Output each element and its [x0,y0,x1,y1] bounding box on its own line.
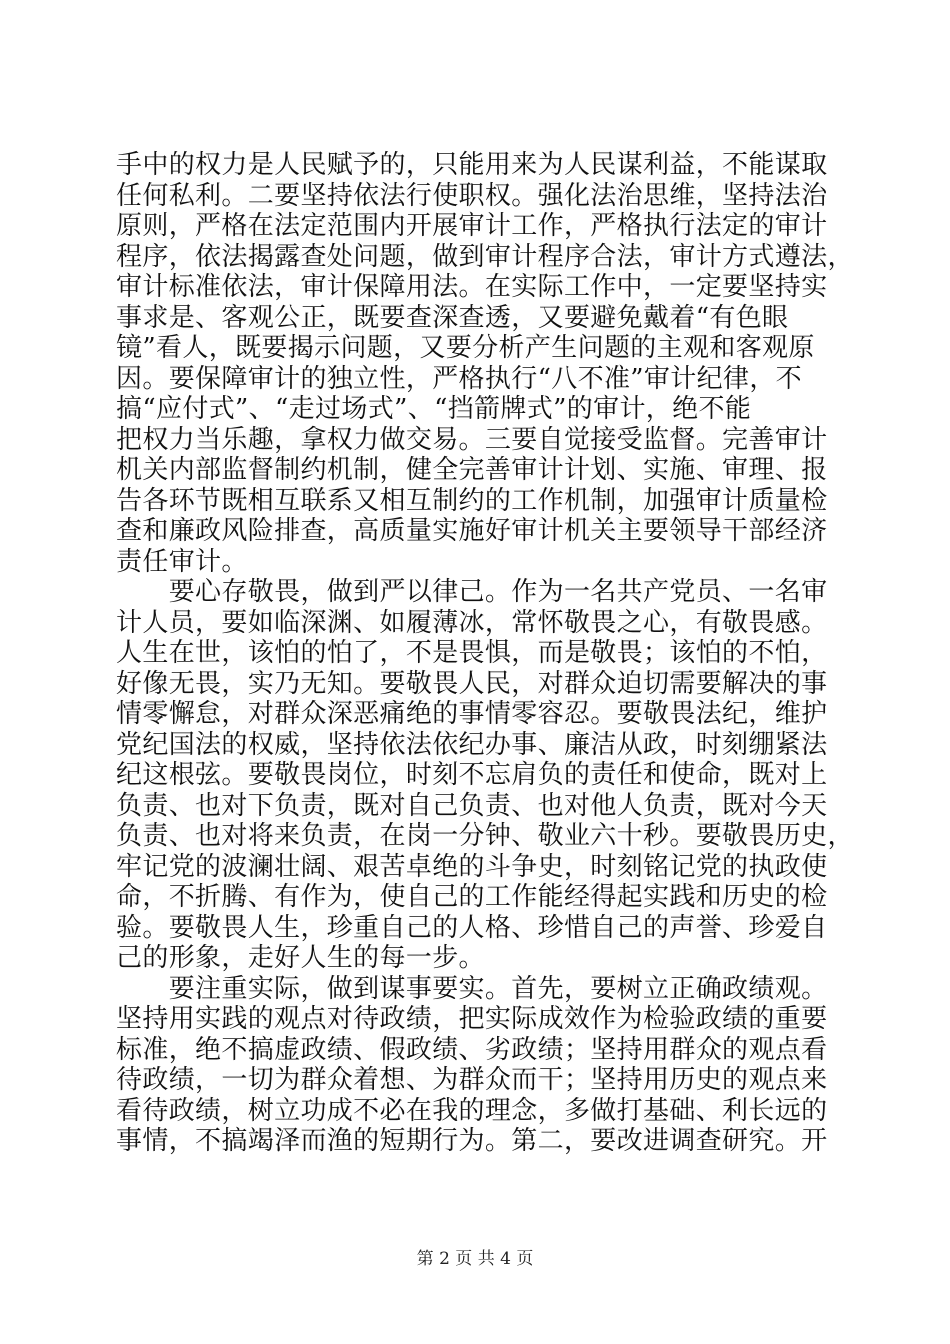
body-text [116,150,854,1157]
text-line: 坚持用实践的观点对待政绩，把实际成效作为检验政绩的重要 [116,1004,828,1034]
text-line: 审计标准依法，审计保障用法。在实际工作中，一定要坚持实 [116,272,828,302]
text-line: 查和廉政风险排查，高质量实施好审计机关主要领导干部经济 [116,516,828,546]
text-line: 手中的权力是人民赋予的，只能用来为人民谋利益，不能谋取 [116,150,828,180]
text-line: 情零懈怠，对群众深恶痛绝的事情零容忍。要敬畏法纪，维护 [116,699,828,729]
text-line: 好像无畏，实乃无知。要敬畏人民，对群众迫切需要解决的事 [116,668,828,699]
text-line: 待政绩，一切为群众着想、为群众而干；坚持用历史的观点来 [116,1065,828,1095]
text-line: 原则，严格在法定范围内开展审计工作，严格执行法定的审计 [116,211,828,241]
text-line: 负责、也对下负责，既对自己负责、也对他人负责，既对今天 [116,790,828,821]
page-footer [0,1244,950,1269]
text-line: 负责、也对将来负责，在岗一分钟、敬业六十秒。要敬畏历史， [116,821,854,851]
text-line: 责任审计。 [116,546,248,577]
text-line: 告各环节既相互联系又相互制约的工作机制，加强审计质量检 [116,485,828,516]
page-number-label: 第 2 页 共 4 页 [416,1249,534,1269]
text-line: 要心存敬畏，做到严以律己。作为一名共产党员、一名审 [116,577,828,607]
text-line: 搞“应付式”、“走过场式”、“挡箭牌式”的审计，绝不能 [116,394,752,424]
text-line: 标准，绝不搞虚政绩、假政绩、劣政绩；坚持用群众的观点看 [116,1034,828,1065]
text-line: 因。要保障审计的独立性，严格执行“八不准”审计纪律，不 [116,363,803,394]
text-line: 事情，不搞竭泽而渔的短期行为。第二，要改进调查研究。开 [116,1126,828,1156]
text-line: 镜”看人，既要揭示问题，又要分析产生问题的主观和客观原 [116,333,815,363]
text-line: 看待政绩，树立功成不必在我的理念，多做打基础、利长远的 [116,1095,828,1126]
text-line: 验。要敬畏人生，珍重自己的人格、珍惜自己的声誉、珍爱自 [116,912,828,943]
text-line: 把权力当乐趣，拿权力做交易。三要自觉接受监督。完善审计 [116,424,828,455]
text-line: 要注重实际，做到谋事要实。首先，要树立正确政绩观。 [116,973,828,1004]
text-line: 机关内部监督制约机制，健全完善审计计划、实施、审理、报 [116,455,828,485]
text-line: 党纪国法的权威，坚持依法依纪办事、廉洁从政，时刻绷紧法 [116,729,828,760]
text-line: 计人员，要如临深渊、如履薄冰，常怀敬畏之心，有敬畏感。 [116,607,828,638]
text-line: 人生在世，该怕的怕了，不是畏惧，而是敬畏；该怕的不怕， [116,638,828,668]
text-line: 牢记党的波澜壮阔、艰苦卓绝的斗争史，时刻铭记党的执政使 [116,851,828,882]
text-line: 事求是、客观公正，既要查深查透，又要避免戴着“有色眼 [116,302,789,333]
text-line: 纪这根弦。要敬畏岗位，时刻不忘肩负的责任和使命，既对上 [116,760,828,790]
text-line: 己的形象，走好人生的每一步。 [116,943,485,973]
text-line: 命，不折腾、有作为，使自己的工作能经得起实践和历史的检 [116,882,828,912]
text-line: 任何私利。二要坚持依法行使职权。强化法治思维，坚持法治 [116,180,828,211]
text-line: 程序，依法揭露查处问题，做到审计程序合法，审计方式遵法， [116,241,854,272]
